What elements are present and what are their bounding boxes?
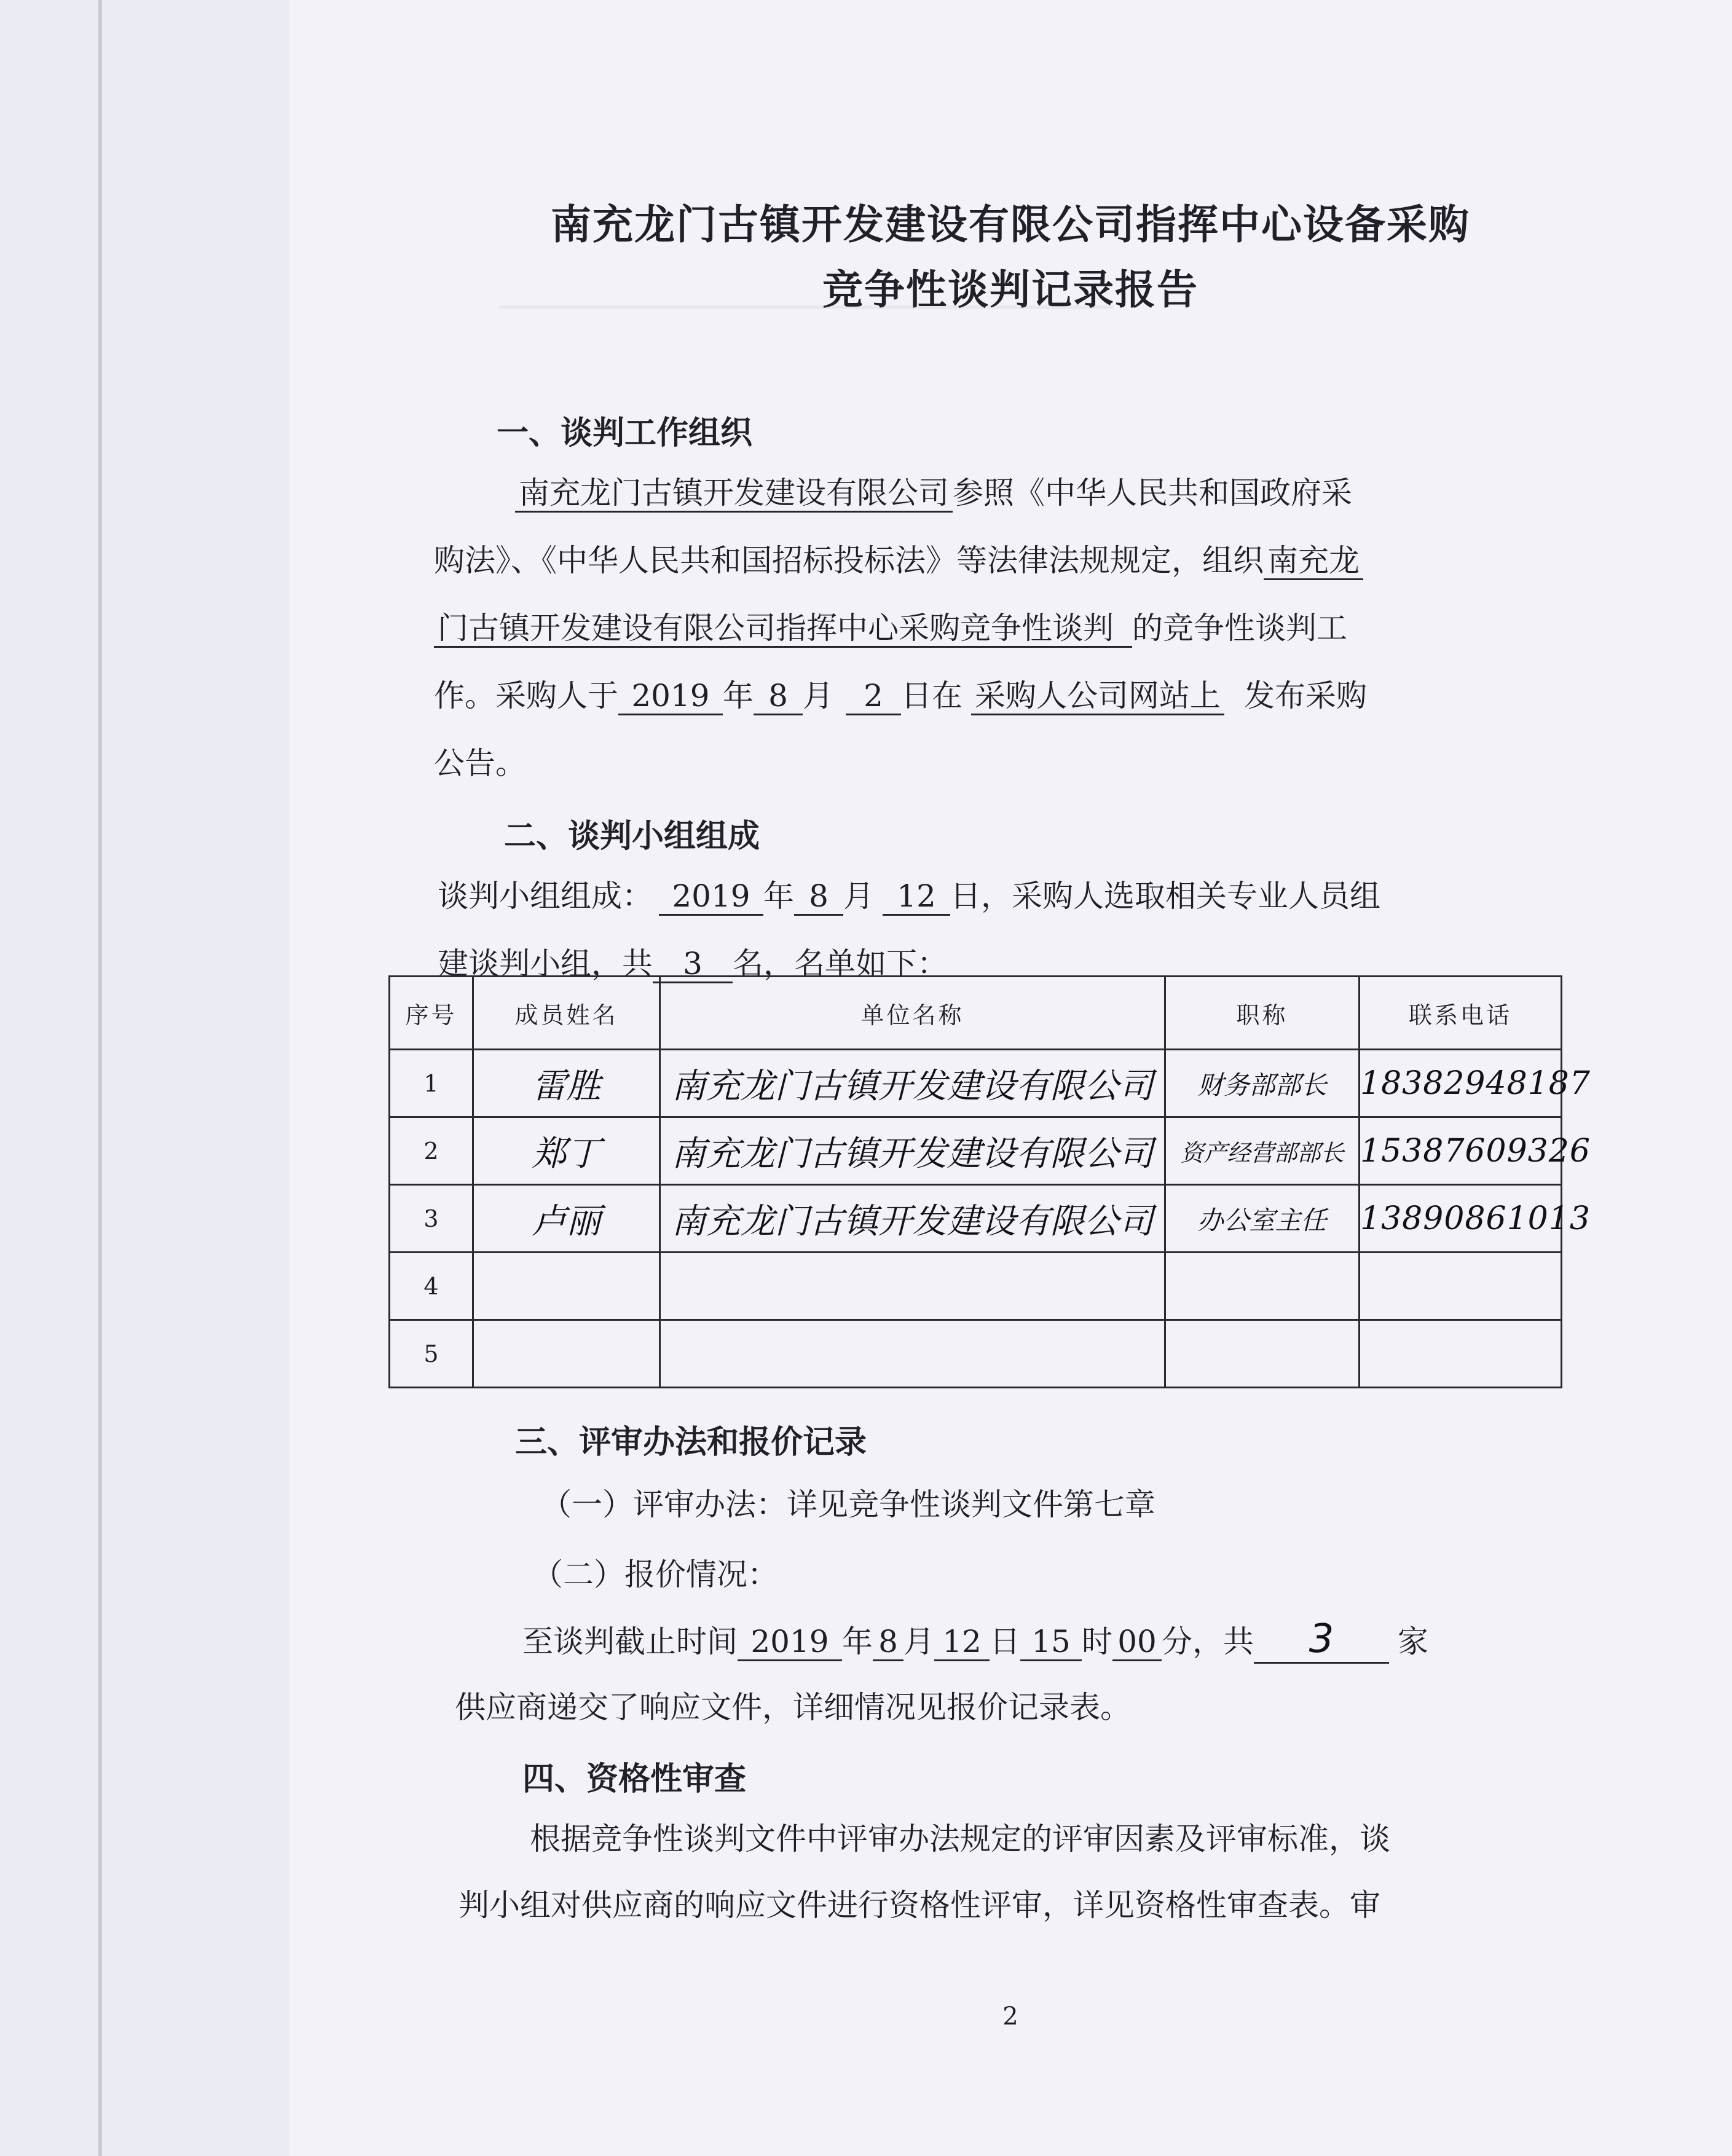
table-row bbox=[390, 1185, 1562, 1253]
member-unit: 南充龙门古镇开发建设有限公司 bbox=[660, 1050, 1165, 1117]
member-title: 财务部部长 bbox=[1165, 1050, 1360, 1117]
organizer-name: 南充龙门古镇开发建设有限公司 bbox=[515, 475, 953, 513]
member-phone bbox=[1360, 1320, 1562, 1388]
row-index: 3 bbox=[390, 1185, 473, 1253]
page-number: 2 bbox=[1002, 2002, 1018, 2031]
deadline-year: 2019 bbox=[738, 1624, 842, 1661]
table-row bbox=[390, 1253, 1562, 1320]
deadline-month: 8 bbox=[873, 1624, 903, 1661]
underlying-page bbox=[0, 0, 291, 2156]
section-2-heading: 二、谈判小组组成 bbox=[504, 818, 760, 855]
panel-year: 2019 bbox=[659, 878, 763, 916]
quote-heading: （二）报价情况： bbox=[532, 1557, 778, 1592]
project-name-part-1: 南充龙 bbox=[1264, 543, 1363, 580]
section-1-line-5: 公告。 bbox=[434, 746, 526, 781]
member-title bbox=[1165, 1253, 1360, 1320]
panel-count: 3 bbox=[653, 946, 733, 983]
member-name bbox=[473, 1320, 660, 1388]
announce-place: 采购人公司网站上 bbox=[971, 678, 1224, 715]
member-name: 郑丁 bbox=[473, 1117, 660, 1185]
member-title: 资产经营部部长 bbox=[1165, 1117, 1360, 1185]
section-3-heading: 三、评审办法和报价记录 bbox=[515, 1424, 867, 1461]
table-row bbox=[390, 1117, 1562, 1185]
section-3-line-2: 供应商递交了响应文件，详细情况见报价记录表。 bbox=[455, 1690, 1131, 1725]
underlying-page-edge bbox=[98, 0, 102, 2156]
row-index: 2 bbox=[390, 1117, 473, 1185]
member-unit bbox=[660, 1320, 1165, 1388]
section-1-line-3: 门古镇开发建设有限公司指挥中心采购竞争性谈判 的竞争性谈判工 bbox=[434, 604, 1347, 648]
member-name bbox=[473, 1253, 660, 1320]
section-1-heading: 一、谈判工作组织 bbox=[497, 415, 753, 452]
section-3-line-1: 至谈判截止时间 2019 年 8 月 12 日 15 时 00 分，共 3 家 bbox=[522, 1616, 1428, 1664]
table-header-row bbox=[390, 977, 1562, 1050]
section-1-line-2: 购法》、《中华人民共和国招标投标法》等法律法规规定，组织 南充龙 bbox=[434, 536, 1363, 580]
section-4-line-2: 判小组对供应商的响应文件进行资格性评审，详见资格性审查表。审 bbox=[459, 1887, 1380, 1923]
header-unit-name: 单位名称 bbox=[660, 977, 1165, 1050]
project-name-part-2: 门古镇开发建设有限公司指挥中心采购竞争性谈判 bbox=[434, 610, 1132, 648]
member-unit: 南充龙门古镇开发建设有限公司 bbox=[660, 1185, 1165, 1253]
member-phone: 15387609326 bbox=[1360, 1117, 1562, 1185]
member-title: 办公室主任 bbox=[1165, 1185, 1360, 1253]
member-title bbox=[1165, 1320, 1360, 1388]
deadline-hour: 15 bbox=[1020, 1624, 1082, 1661]
row-index: 5 bbox=[390, 1320, 473, 1388]
review-method: （一）评审办法：详见竞争性谈判文件第七章 bbox=[541, 1487, 1155, 1522]
announce-day: 2 bbox=[846, 678, 901, 715]
announce-month: 8 bbox=[754, 678, 803, 715]
row-index: 4 bbox=[390, 1253, 473, 1320]
deadline-minute: 00 bbox=[1112, 1624, 1162, 1661]
member-name: 卢丽 bbox=[473, 1185, 660, 1253]
section-4-line-1: 根据竞争性谈判文件中评审办法规定的评审因素及评审标准，谈 bbox=[530, 1821, 1390, 1857]
row-index: 1 bbox=[390, 1050, 473, 1117]
header-phone: 联系电话 bbox=[1360, 977, 1562, 1050]
announce-year: 2019 bbox=[618, 678, 723, 715]
section-1-line-1: 南充龙门古镇开发建设有限公司 参照《中华人民共和国政府采 bbox=[515, 468, 1352, 513]
member-phone: 13890861013 bbox=[1360, 1185, 1562, 1253]
panel-month: 8 bbox=[794, 878, 843, 916]
panel-members-table bbox=[388, 975, 1591, 1388]
section-1-line-4: 作。采购人于 2019 年 8 月 2 日在 采购人公司网站上 发布采购 bbox=[434, 671, 1367, 715]
member-unit: 南充龙门古镇开发建设有限公司 bbox=[660, 1117, 1165, 1185]
section-4-heading: 四、资格性审查 bbox=[522, 1761, 747, 1798]
member-name: 雷胜 bbox=[473, 1050, 660, 1117]
document-title-line-1: 南充龙门古镇开发建设有限公司指挥中心设备采购 bbox=[551, 201, 1470, 248]
member-phone: 18382948187 bbox=[1360, 1050, 1562, 1117]
member-phone bbox=[1360, 1253, 1562, 1320]
section-2-line-2: 建谈判小组，共 3 名，名单如下： bbox=[438, 939, 948, 983]
header-index: 序号 bbox=[390, 977, 473, 1050]
deadline-day: 12 bbox=[934, 1624, 990, 1661]
header-member-name: 成员姓名 bbox=[473, 977, 660, 1050]
bleed-through-text bbox=[499, 283, 1114, 316]
document-title-line-2: 竞争性谈判记录报告 bbox=[822, 266, 1199, 313]
panel-day: 12 bbox=[883, 878, 950, 916]
member-unit bbox=[660, 1253, 1165, 1320]
supplier-count: 3 bbox=[1254, 1616, 1389, 1664]
section-2-line-1: 谈判小组组成： 2019 年 8 月 12 日，采购人选取相关专业人员组 bbox=[438, 871, 1380, 916]
table-row bbox=[390, 1320, 1562, 1388]
table-row bbox=[390, 1050, 1562, 1117]
header-job-title: 职称 bbox=[1165, 977, 1360, 1050]
